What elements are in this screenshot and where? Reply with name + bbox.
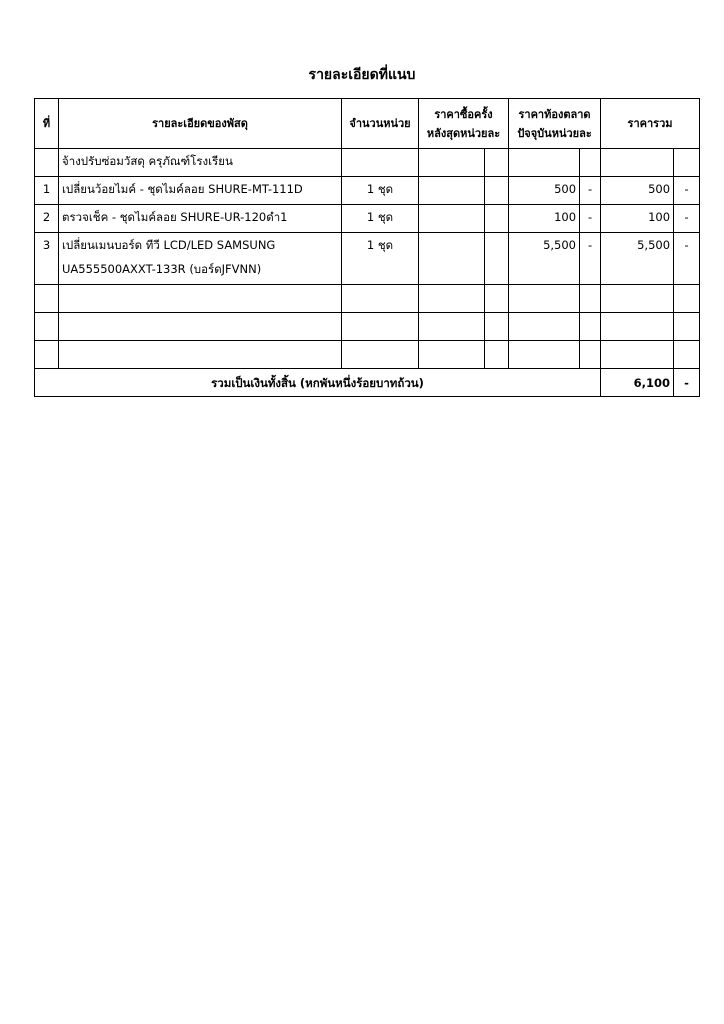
item-unit-satang: - <box>580 177 601 205</box>
item-unit-satang: - <box>580 233 601 285</box>
header-row <box>35 99 700 149</box>
header-total: ราคารวม <box>601 99 700 149</box>
grand-total-row <box>35 369 700 397</box>
header-qty: จำนวนหน่วย <box>342 99 419 149</box>
header-market-price-line1: ราคาท้องตลาด <box>518 107 591 121</box>
item-total-satang: - <box>674 205 700 233</box>
cell-empty <box>35 149 59 177</box>
page-title: รายละเอียดที่แนบ <box>308 67 416 83</box>
item-detail-line2: UA555500AXXT-133R (บอร์ดJFVNN) <box>62 262 262 276</box>
table-row <box>35 205 700 233</box>
item-unit-price: 5,500 <box>509 233 580 285</box>
item-no: 1 <box>35 177 59 205</box>
item-detail <box>59 233 342 285</box>
item-qty: 1 ชุด <box>342 205 419 233</box>
header-detail: รายละเอียดของพัสดุ <box>59 99 342 149</box>
grand-total-label: รวมเป็นเงินทั้งสิ้น (หกพันหนึ่งร้อยบาทถ้วน) <box>35 369 601 397</box>
intro-row <box>35 149 700 177</box>
header-no: ที่ <box>35 99 59 149</box>
item-total: 100 <box>601 205 674 233</box>
empty-row <box>35 341 700 369</box>
item-unit-price: 100 <box>509 205 580 233</box>
header-market-price-line2: ปัจจุบันหน่วยละ <box>517 126 592 140</box>
table-row <box>35 177 700 205</box>
header-last-price <box>419 99 509 149</box>
item-total: 5,500 <box>601 233 674 285</box>
item-detail: ตรวจเช็ค - ชุดไมค์ลอย SHURE-UR-120ดำ1 <box>59 205 342 233</box>
table-row <box>35 233 700 285</box>
empty-row <box>35 285 700 313</box>
grand-total-satang: - <box>674 369 700 397</box>
item-no: 3 <box>35 233 59 285</box>
header-last-price-line2: หลังสุดหน่วยละ <box>426 126 501 140</box>
item-unit-price: 500 <box>509 177 580 205</box>
grand-total-amount: 6,100 <box>601 369 674 397</box>
item-total: 500 <box>601 177 674 205</box>
item-qty: 1 ชุด <box>342 177 419 205</box>
header-last-price-line1: ราคาซื้อครั้ง <box>434 107 493 121</box>
header-market-price <box>509 99 601 149</box>
empty-row <box>35 313 700 341</box>
item-unit-satang: - <box>580 205 601 233</box>
item-total-satang: - <box>674 177 700 205</box>
attachment-table <box>34 98 700 397</box>
item-no: 2 <box>35 205 59 233</box>
intro-text: จ้างปรับซ่อมวัสดุ ครุภัณฑ์โรงเรียน <box>59 149 342 177</box>
item-qty: 1 ชุด <box>342 233 419 285</box>
item-detail-line1: เปลี่ยนเมนบอร์ด ทีวี LCD/LED SAMSUNG <box>62 238 276 252</box>
item-total-satang: - <box>674 233 700 285</box>
item-detail: เปลี่ยนว้อยไมค์ - ชุดไมค์ลอย SHURE-MT-111D <box>59 177 342 205</box>
